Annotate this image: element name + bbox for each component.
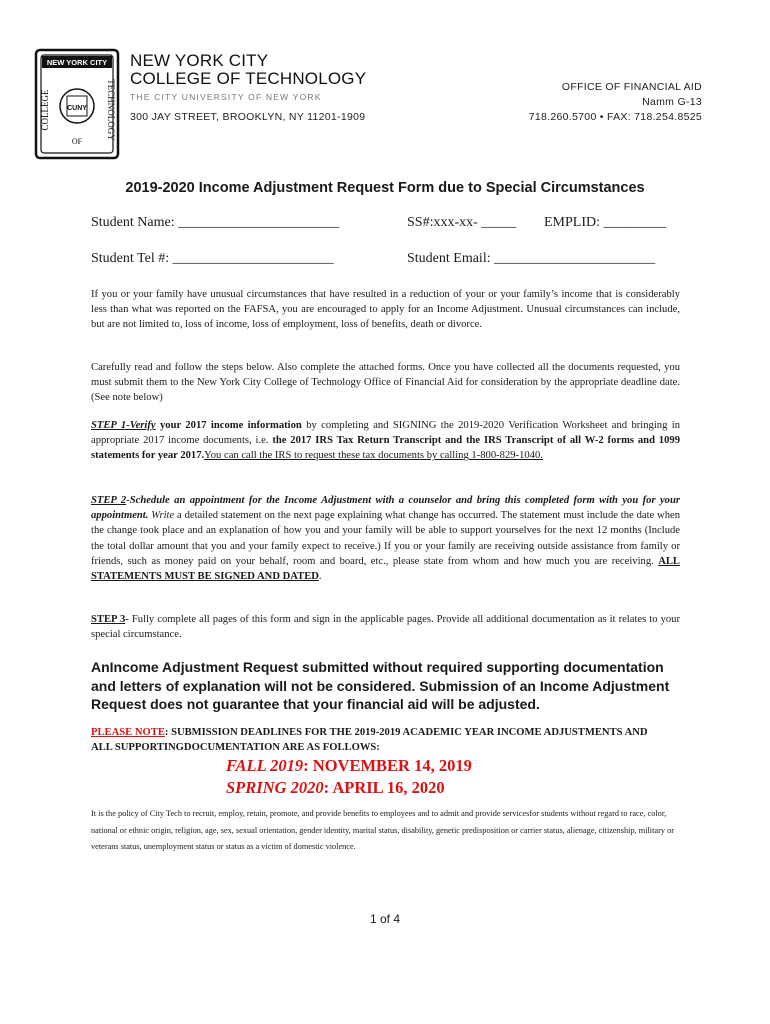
please-note-label: PLEASE NOTE: [91, 727, 165, 738]
spring-term: SPRING 2020: [226, 778, 324, 797]
emplid-field[interactable]: EMPLID: _________: [544, 215, 667, 230]
student-name-field[interactable]: Student Name: _______________________: [91, 215, 340, 230]
step-2-text: a detailed statement on the next page explaining what change has occurred. The statement must include the date when the change took place and an explanation of how you and your family will be able to support yourselves for the next 12 months (Include the total dollar amount that you and your family expect to receive.) If you or your family are receiving outside assistance from family or friends, such as money paid on your behalf, room and board, etc., please state from whom and how much you are receiving.: [91, 510, 680, 567]
please-note-paragraph: [91, 725, 651, 755]
irs-phone-link[interactable]: You can call the IRS to request these tax documents by calling 1-800-829-1040.: [204, 450, 543, 462]
step-2-end: .: [318, 571, 322, 583]
step-3-text: - Fully complete all pages of this form and sign in the applicable pages. Provide all additional documentation as it relates to your special circumstance.: [91, 614, 680, 641]
step-1-bold-b: the 2017 IRS Tax Return Transcript and the IRS Transcript of all W-2 forms and 1099 statements for year 2017.: [91, 435, 680, 462]
fall-deadline: [226, 756, 472, 776]
step-1-verify: -Verify: [126, 420, 156, 431]
step-2-write: Write: [148, 510, 175, 522]
step-3-label: STEP 3: [91, 614, 126, 625]
college-address: 300 JAY STREET, BROOKLYN, NY 11201-1909: [130, 111, 366, 123]
step-3-paragraph: [91, 612, 680, 642]
fall-date: : NOVEMBER 14, 2019: [303, 756, 472, 775]
svg-text:COLLEGE: COLLEGE: [40, 89, 50, 131]
student-tel-field[interactable]: Student Tel #: _______________________: [91, 251, 334, 266]
svg-text:OF: OF: [71, 137, 83, 146]
office-room: Namm G-13: [642, 96, 702, 108]
office-name: OFFICE OF FINANCIAL AID: [561, 81, 702, 93]
intro-paragraph: If you or your family have unusual circumstances that have resulted in a reduction of your or your family’s income that is considerably less than what was reported on the FAFSA, you are encouraged to apply for an Income Adjustment. Unusual circumstances can include, but are not limited to, loss of income, loss of employment, loss of benefits, death or divorce.: [91, 289, 680, 331]
fall-term: FALL 2019: [226, 756, 304, 775]
step-1-label: STEP 1: [91, 420, 127, 431]
instructions-paragraph: Carefully read and follow the steps below. Also complete the attached forms. Once you have collected all the documents requested, you must submit them to the New York City College of Technology Office of Financial Aid for consideration by the appropriate deadline date. (See note below): [91, 362, 680, 404]
college-seal-logo: [34, 48, 120, 160]
nondiscrimination-policy: It is the policy of City Tech to recruit, employ, retain, promote, and provide benefits to employees and to admit and provide servicesfor students without regard to race, color, national or ethnic origin, religion, age, sex, sexual orientation, gender identity, marital status, disability, genetic predisposition or carrier status, alienage, citizenship, military or veterans status, unemployment status or status as a victim of domestic violence.: [91, 809, 674, 851]
svg-text:NEW YORK CITY: NEW YORK CITY: [46, 58, 108, 67]
step-1-paragraph: [91, 418, 680, 464]
office-phone-fax: 718.260.5700 • FAX: 718.254.8525: [528, 111, 702, 123]
income-adjustment-notice: AnIncome Adjustment Request submitted without required supporting documentation and letters of explanation will not be considered. Submission of an Income Adjustment Request does not guarantee that your financial aid will be adjusted.: [91, 659, 670, 712]
step-2-paragraph: [91, 493, 680, 584]
form-title: 2019-2020 Income Adjustment Request Form due to Special Circumstances: [125, 180, 645, 196]
spring-deadline: [226, 778, 445, 798]
please-note-text: : SUBMISSION DEADLINES FOR THE 2019-2019 ACADEMIC YEAR INCOME ADJUSTMENTS AND ALL SUPPORTINGDOCUMENTATION ARE AS FOLLOWS:: [91, 727, 648, 753]
ssn-field[interactable]: SS#:xxx-xx- _____: [407, 215, 517, 230]
step-2-label: STEP 2: [91, 495, 127, 506]
page-number: 1 of 4: [369, 912, 401, 926]
college-name-line2: COLLEGE OF TECHNOLOGY: [130, 69, 367, 88]
svg-text:CUNY: CUNY: [67, 105, 87, 112]
step-2-emphasis: ALL STATEMENTS MUST BE SIGNED AND DATED: [91, 555, 680, 583]
step-1-text: by completing and SIGNING the 2019-2020 Verification Worksheet and bringing in appropriate 2017 income documents, i.e.: [91, 420, 680, 447]
step-2-heading: -Schedule an appointment for the Income Adjustment with a counselor and bring this completed form with you for your appointment.: [91, 495, 680, 522]
spring-date: : APRIL 16, 2020: [323, 778, 445, 797]
college-name-line1: NEW YORK CITY: [130, 51, 269, 70]
university-name: THE CITY UNIVERSITY OF NEW YORK: [130, 92, 322, 102]
svg-text:TECHNOLOGY: TECHNOLOGY: [106, 79, 116, 141]
student-email-field[interactable]: Student Email: _______________________: [407, 251, 656, 266]
step-1-bold-a: your 2017 income information: [155, 420, 302, 431]
